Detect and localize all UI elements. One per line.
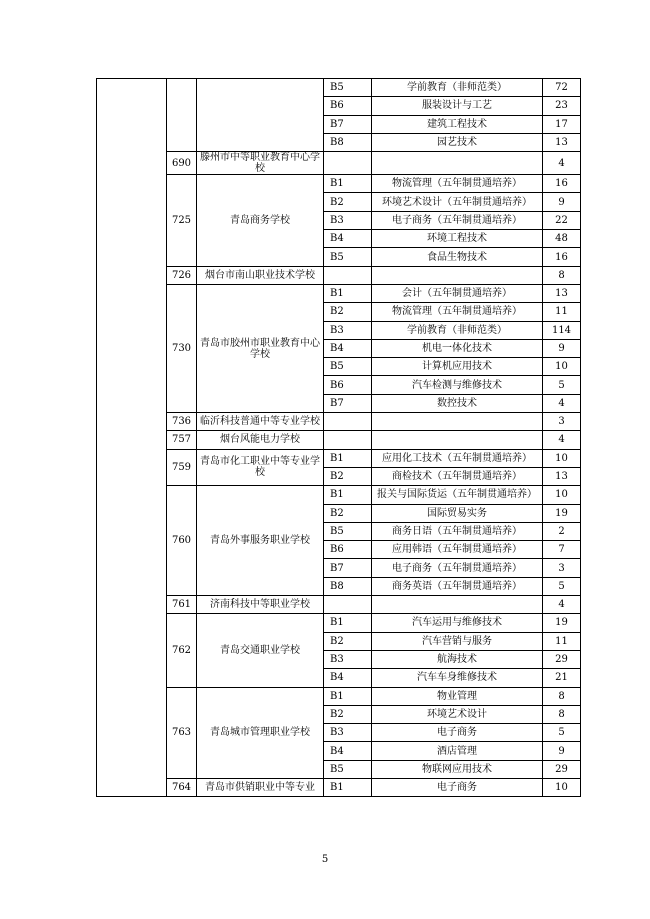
major-code-cell: B8 — [324, 577, 372, 595]
major-code-cell: B1 — [324, 614, 372, 632]
school-name-cell: 济南科技中等职业学校 — [197, 596, 324, 614]
school-code-cell: 760 — [167, 486, 197, 596]
major-name-cell: 汽车运用与维修技术 — [372, 614, 543, 632]
enrollment-count-cell: 23 — [543, 97, 581, 115]
major-code-cell: B4 — [324, 339, 372, 357]
major-code-cell: B7 — [324, 394, 372, 412]
major-name-cell: 服装设计与工艺 — [372, 97, 543, 115]
enrollment-count-cell: 8 — [543, 266, 581, 284]
school-code-cell: 761 — [167, 596, 197, 614]
school-name-cell: 青岛市供销职业中等专业 — [197, 778, 324, 796]
enrollment-count-cell: 48 — [543, 230, 581, 248]
major-name-cell: 物业管理 — [372, 687, 543, 705]
major-name-cell: 物联网应用技术 — [372, 760, 543, 778]
major-code-cell: B3 — [324, 650, 372, 668]
enrollment-count-cell: 10 — [543, 358, 581, 376]
school-code-cell: 757 — [167, 431, 197, 449]
enrollment-count-cell: 11 — [543, 632, 581, 650]
table-row — [97, 284, 581, 302]
enrollment-count-cell: 10 — [543, 449, 581, 467]
enrollment-count-cell: 29 — [543, 650, 581, 668]
major-code-cell: B1 — [324, 687, 372, 705]
major-code-cell: B1 — [324, 284, 372, 302]
major-name-cell: 食品生物技术 — [372, 248, 543, 266]
major-code-cell — [324, 413, 372, 431]
major-code-cell: B4 — [324, 230, 372, 248]
enrollment-count-cell: 22 — [543, 211, 581, 229]
major-code-cell: B6 — [324, 97, 372, 115]
school-code-cell: 690 — [167, 152, 197, 175]
major-code-cell: B1 — [324, 449, 372, 467]
school-code-cell: 730 — [167, 284, 197, 412]
enrollment-count-cell: 17 — [543, 115, 581, 133]
school-code-cell: 764 — [167, 778, 197, 796]
school-name-cell: 烟台市南山职业技术学校 — [197, 266, 324, 284]
table-row — [97, 79, 581, 97]
enrollment-table-body — [97, 79, 581, 797]
major-code-cell: B7 — [324, 559, 372, 577]
major-code-cell: B1 — [324, 486, 372, 504]
enrollment-count-cell: 8 — [543, 687, 581, 705]
table-row — [97, 266, 581, 284]
enrollment-count-cell: 2 — [543, 522, 581, 540]
table-row — [97, 778, 581, 796]
school-name-cell: 青岛市胶州市职业教育中心学校 — [197, 284, 324, 412]
school-name-cell: 青岛交通职业学校 — [197, 614, 324, 687]
major-name-cell: 商务英语（五年制贯通培养） — [372, 577, 543, 595]
enrollment-count-cell: 5 — [543, 577, 581, 595]
major-name-cell: 航海技术 — [372, 650, 543, 668]
major-code-cell: B6 — [324, 541, 372, 559]
school-name-cell — [197, 79, 324, 152]
major-code-cell: B3 — [324, 321, 372, 339]
school-name-cell: 青岛城市管理职业学校 — [197, 687, 324, 778]
major-code-cell: B2 — [324, 504, 372, 522]
school-code-cell — [167, 79, 197, 152]
page-number: 5 — [321, 854, 329, 865]
table-row — [97, 431, 581, 449]
table-row — [97, 449, 581, 467]
major-name-cell: 汽车车身维修技术 — [372, 669, 543, 687]
enrollment-count-cell: 3 — [543, 413, 581, 431]
school-code-cell: 759 — [167, 449, 197, 486]
major-code-cell — [324, 152, 372, 175]
enrollment-count-cell: 5 — [543, 376, 581, 394]
table-row — [97, 175, 581, 193]
table-row — [97, 413, 581, 431]
major-name-cell: 酒店管理 — [372, 742, 543, 760]
school-code-cell: 736 — [167, 413, 197, 431]
major-name-cell — [372, 413, 543, 431]
major-code-cell: B5 — [324, 522, 372, 540]
enrollment-count-cell: 13 — [543, 284, 581, 302]
school-name-cell: 烟台风能电力学校 — [197, 431, 324, 449]
table-row — [97, 486, 581, 504]
enrollment-count-cell: 114 — [543, 321, 581, 339]
major-code-cell: B5 — [324, 79, 372, 97]
major-name-cell: 物流管理（五年制贯通培养） — [372, 175, 543, 193]
major-name-cell: 商务日语（五年制贯通培养） — [372, 522, 543, 540]
major-code-cell: B3 — [324, 724, 372, 742]
major-name-cell: 计算机应用技术 — [372, 358, 543, 376]
major-name-cell: 电子商务 — [372, 778, 543, 796]
region-cell — [97, 79, 167, 797]
enrollment-count-cell: 9 — [543, 339, 581, 357]
enrollment-table — [96, 78, 581, 797]
major-code-cell: B2 — [324, 632, 372, 650]
major-name-cell: 商检技术（五年制贯通培养） — [372, 467, 543, 485]
enrollment-count-cell: 11 — [543, 303, 581, 321]
major-code-cell — [324, 596, 372, 614]
major-code-cell: B2 — [324, 467, 372, 485]
major-code-cell: B6 — [324, 376, 372, 394]
major-code-cell: B3 — [324, 211, 372, 229]
major-code-cell — [324, 266, 372, 284]
table-row — [97, 596, 581, 614]
enrollment-count-cell: 72 — [543, 79, 581, 97]
enrollment-count-cell: 16 — [543, 248, 581, 266]
enrollment-count-cell: 10 — [543, 486, 581, 504]
enrollment-count-cell: 10 — [543, 778, 581, 796]
major-code-cell: B7 — [324, 115, 372, 133]
major-name-cell: 电子商务（五年制贯通培养） — [372, 211, 543, 229]
enrollment-count-cell: 4 — [543, 431, 581, 449]
major-name-cell: 电子商务 — [372, 724, 543, 742]
major-name-cell — [372, 266, 543, 284]
school-name-cell: 青岛外事服务职业学校 — [197, 486, 324, 596]
enrollment-count-cell: 21 — [543, 669, 581, 687]
school-code-cell: 725 — [167, 175, 197, 266]
major-name-cell — [372, 431, 543, 449]
table-row — [97, 687, 581, 705]
enrollment-count-cell: 3 — [543, 559, 581, 577]
major-code-cell: B2 — [324, 303, 372, 321]
enrollment-count-cell: 8 — [543, 705, 581, 723]
table-row — [97, 152, 581, 175]
major-name-cell: 汽车检测与维修技术 — [372, 376, 543, 394]
enrollment-count-cell: 9 — [543, 193, 581, 211]
enrollment-count-cell: 4 — [543, 596, 581, 614]
major-code-cell: B4 — [324, 669, 372, 687]
major-name-cell: 环境艺术设计 — [372, 705, 543, 723]
major-name-cell: 汽车营销与服务 — [372, 632, 543, 650]
major-name-cell — [372, 152, 543, 175]
major-name-cell: 报关与国际货运（五年制贯通培养） — [372, 486, 543, 504]
major-code-cell: B5 — [324, 248, 372, 266]
enrollment-count-cell: 29 — [543, 760, 581, 778]
major-name-cell — [372, 596, 543, 614]
enrollment-count-cell: 13 — [543, 133, 581, 151]
enrollment-count-cell: 4 — [543, 152, 581, 175]
school-name-cell: 青岛商务学校 — [197, 175, 324, 266]
enrollment-count-cell: 7 — [543, 541, 581, 559]
school-code-cell: 726 — [167, 266, 197, 284]
table-row — [97, 614, 581, 632]
major-code-cell: B8 — [324, 133, 372, 151]
major-code-cell: B2 — [324, 705, 372, 723]
major-name-cell: 应用韩语（五年制贯通培养） — [372, 541, 543, 559]
enrollment-count-cell: 19 — [543, 614, 581, 632]
major-name-cell: 应用化工技术（五年制贯通培养） — [372, 449, 543, 467]
enrollment-count-cell: 5 — [543, 724, 581, 742]
major-name-cell: 建筑工程技术 — [372, 115, 543, 133]
major-name-cell: 机电一体化技术 — [372, 339, 543, 357]
enrollment-count-cell: 16 — [543, 175, 581, 193]
major-name-cell: 园艺技术 — [372, 133, 543, 151]
major-name-cell: 环境艺术设计（五年制贯通培养） — [372, 193, 543, 211]
major-name-cell: 学前教育（非师范类） — [372, 79, 543, 97]
major-code-cell: B5 — [324, 760, 372, 778]
school-name-cell: 临沂科技普通中等专业学校 — [197, 413, 324, 431]
major-code-cell: B4 — [324, 742, 372, 760]
enrollment-count-cell: 13 — [543, 467, 581, 485]
major-code-cell — [324, 431, 372, 449]
major-code-cell: B2 — [324, 193, 372, 211]
major-code-cell: B5 — [324, 358, 372, 376]
major-name-cell: 环境工程技术 — [372, 230, 543, 248]
major-name-cell: 国际贸易实务 — [372, 504, 543, 522]
major-name-cell: 会计（五年制贯通培养） — [372, 284, 543, 302]
school-code-cell: 763 — [167, 687, 197, 778]
school-name-cell: 滕州市中等职业教育中心学校 — [197, 152, 324, 175]
enrollment-count-cell: 19 — [543, 504, 581, 522]
school-code-cell: 762 — [167, 614, 197, 687]
major-name-cell: 数控技术 — [372, 394, 543, 412]
major-name-cell: 电子商务（五年制贯通培养） — [372, 559, 543, 577]
school-name-cell: 青岛市化工职业中等专业学校 — [197, 449, 324, 486]
enrollment-count-cell: 9 — [543, 742, 581, 760]
major-name-cell: 物流管理（五年制贯通培养） — [372, 303, 543, 321]
major-code-cell: B1 — [324, 175, 372, 193]
major-name-cell: 学前教育（非师范类） — [372, 321, 543, 339]
major-code-cell: B1 — [324, 778, 372, 796]
enrollment-count-cell: 4 — [543, 394, 581, 412]
